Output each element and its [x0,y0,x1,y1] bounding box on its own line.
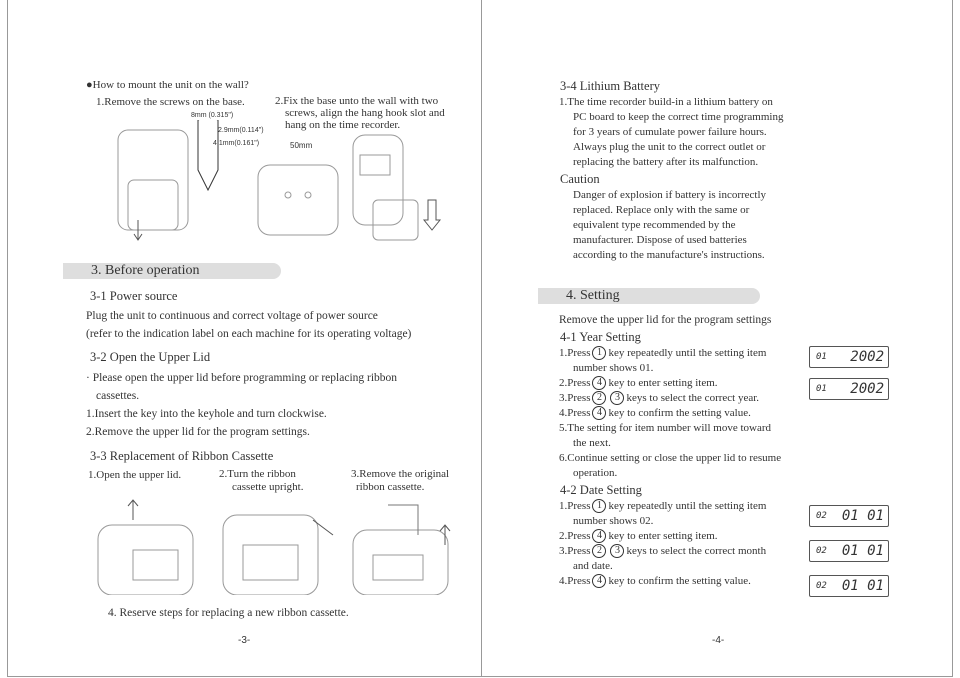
lcd-item: 01 [816,384,827,394]
lcd-value: 2002 [850,349,884,365]
step-line [559,544,803,559]
line: · Please open the upper lid before programming or replacing ribbon [86,372,398,384]
step-prefix: 1.Press [559,347,591,359]
line: replacing the battery after its malfunction. [573,156,759,168]
lcd-item: 02 [816,581,827,591]
line: ribbon cassette. [356,481,425,493]
step-line [559,529,803,544]
line: 1.Insert the key into the keyhole and turn clockwise. [86,408,327,420]
section-3-header: 3. Before operation [63,263,281,279]
key-icon: 3 [610,391,624,405]
line: equivalent type recommended by the [573,219,736,231]
step-suffix: key to confirm the setting value. [608,575,751,587]
key-icon: 2 [592,391,606,405]
line: 2.Fix the base unto the wall with two [275,95,439,107]
lcd-item: 02 [816,511,827,521]
s32-title: 3-2 Open the Upper Lid [90,350,211,364]
section-4-header: 4. Setting [538,288,760,304]
lcd-value: 01 01 [841,543,884,559]
lcd-value: 01 01 [841,578,884,594]
step-line [559,361,803,376]
step-text: number shows 02. [573,515,654,527]
step-prefix: 4.Press [559,575,591,587]
lcd-display [809,378,889,400]
line: according to the manufacture's instructions. [573,249,765,261]
step-text: the next. [573,437,611,449]
line: 3.Remove the original [351,468,450,480]
step-line [559,514,803,529]
key-icon: 1 [592,346,606,360]
step-prefix: 3.Press [559,392,591,404]
line: Danger of explosion if battery is incorrectly [573,189,767,201]
step-prefix: 2.Press [559,530,591,542]
key-icon: 1 [592,499,606,513]
line: PC board to keep the correct time programming [573,111,784,123]
s33-step-1: 1.Open the upper lid. [88,469,182,481]
mount-title: How to mount the unit on the wall? [92,79,249,91]
s41-title: 4-1 Year Setting [560,330,641,344]
key-icon: 4 [592,406,606,420]
lcd-value: 01 01 [841,508,884,524]
step-suffix: key repeatedly until the setting item [608,347,767,359]
step-prefix: 2.Press [559,377,591,389]
lcd-display [809,505,889,527]
page-number: -4- [712,635,725,646]
step-line [559,559,803,574]
key-icon: 2 [592,544,606,558]
lcd-display [809,540,889,562]
key-icon: 4 [592,574,606,588]
dim-spacing: 50mm [290,141,313,150]
dim-head: 2.9mm(0.114") [218,127,264,134]
step-prefix: 3.Press [559,545,591,557]
step-line [559,436,803,451]
line: Always plug the unit to the correct outlet or [573,141,766,153]
key-icon: 4 [592,529,606,543]
s42-title: 4-2 Date Setting [560,483,642,497]
dim-width: 8mm (0.315") [191,112,234,119]
s34-body [559,95,783,170]
line: 2.Turn the ribbon [219,468,296,480]
dim-shaft: 4.1mm(0.161") [213,140,260,147]
step-suffix: keys to select the correct month [626,545,767,557]
step-line [559,451,803,466]
line: manufacturer. Dispose of used batteries [573,234,747,246]
s31-title: 3-1 Power source [90,289,178,303]
mount-step-1: 1.Remove the screws on the base. [96,96,245,108]
bullet-icon: ● [86,79,93,91]
key-icon: 3 [610,544,624,558]
s34-title: 3-4 Lithium Battery [560,79,660,93]
s33-step-2 [219,468,303,494]
line: 2.Remove the upper lid for the program settings. [86,426,310,438]
step-line [559,499,803,514]
step-suffix: key to confirm the setting value. [608,407,751,419]
lcd-item: 01 [816,352,827,362]
mounting-illustration [108,120,458,250]
s31-body [86,307,411,343]
step-suffix: key repeatedly until the setting item [608,500,767,512]
step-line [559,376,803,391]
step-line [559,391,803,406]
s33-title: 3-3 Replacement of Ribbon Cassette [90,449,274,463]
step-prefix: 4.Press [559,407,591,419]
step-text: number shows 01. [573,362,654,374]
key-icon: 4 [592,376,606,390]
s32-body [86,369,397,441]
lcd-display [809,575,889,597]
page-number: -3- [238,635,251,646]
s33-step-3 [351,468,449,494]
mount-heading [86,78,249,93]
step-text: 5.The setting for item number will move toward [559,422,772,434]
step-line [559,406,803,421]
lcd-item: 02 [816,546,827,556]
step-suffix: keys to select the correct year. [626,392,760,404]
step-suffix: key to enter setting item. [608,377,718,389]
s42-steps [559,499,803,589]
page-3 [7,0,482,677]
line: hang on the time recorder. [285,119,401,131]
lcd-display [809,346,889,368]
ribbon-illustration [93,495,473,595]
step-line [559,574,803,589]
line: replaced. Replace only with the same or [573,204,750,216]
caution-title: Caution [560,172,600,186]
step-text: and date. [573,560,613,572]
setting-intro: Remove the upper lid for the program settings [559,314,772,326]
step-line [559,466,803,481]
step-prefix: 1.Press [559,500,591,512]
step-text: operation. [573,467,618,479]
caution-body [573,188,766,263]
step-text: 6.Continue setting or close the upper lid to resume [559,452,782,464]
lcd-value: 2002 [850,381,884,397]
line: cassettes. [96,390,140,402]
line: (refer to the indication label on each machine for its operating voltage) [86,328,412,340]
s41-steps [559,346,803,481]
step-line [559,421,803,436]
line: Plug the unit to continuous and correct voltage of power source [86,310,378,322]
line: 1.The time recorder build-in a lithium battery on [559,96,773,108]
line: cassette upright. [232,481,304,493]
step-suffix: key to enter setting item. [608,530,718,542]
s33-step-4: 4. Reserve steps for replacing a new ribbon cassette. [108,607,349,619]
line: screws, align the hang hook slot and [285,107,445,119]
line: for 3 years of cumulate power failure hours. [573,126,767,138]
page-4 [481,0,953,677]
step-line [559,346,803,361]
